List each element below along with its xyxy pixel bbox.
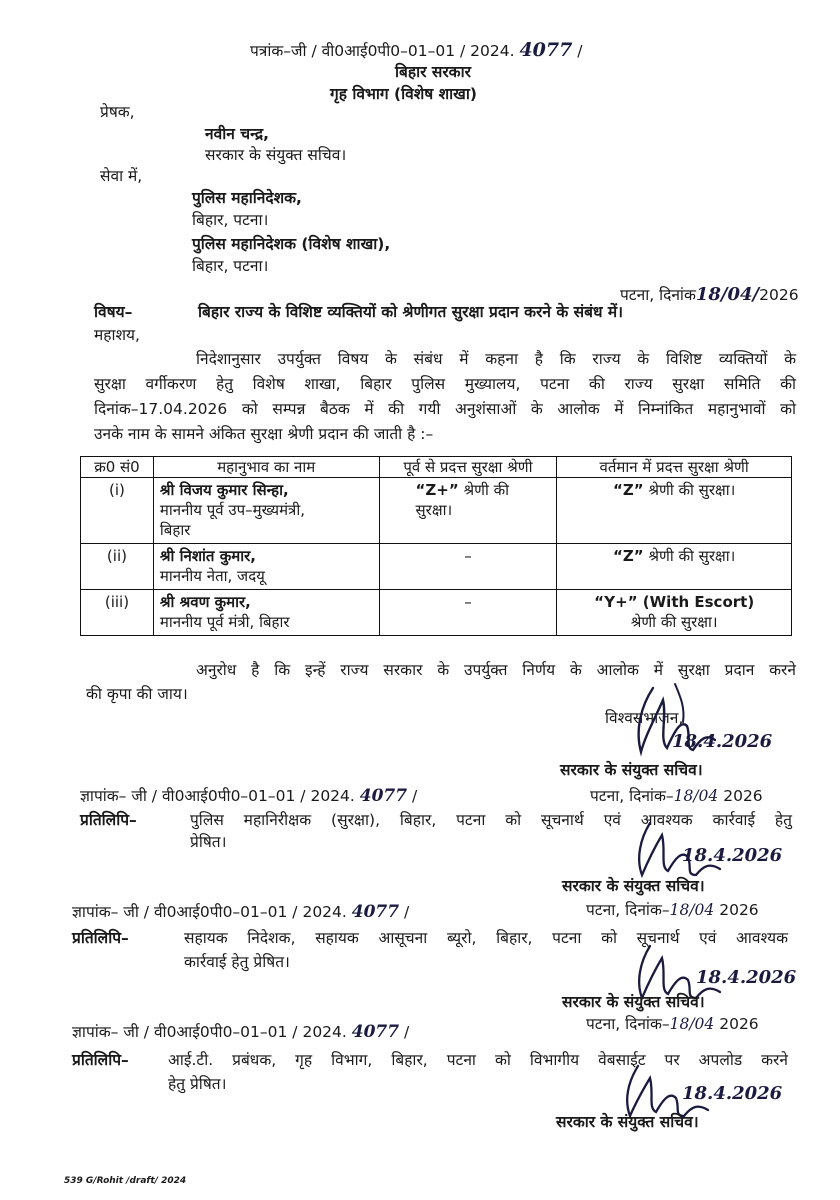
sender-name: नवीन चन्द्र, xyxy=(205,125,269,143)
previous-grade-text: श्रेणी की xyxy=(463,481,510,499)
copy-memo-suffix: / xyxy=(404,903,410,921)
row-serial: (i) xyxy=(81,478,154,544)
copy-date-year: 2026 xyxy=(719,901,759,919)
copy-date-handwritten: 18/04 xyxy=(669,901,715,919)
body-line-2: सुरक्षा वर्गीकरण हेतु विशेष शाखा, बिहार पुलिस मुख्यालय, पटना की राज्य सुरक्षा समिति की xyxy=(94,375,796,393)
copy-3-memo xyxy=(72,1022,409,1042)
copy-date-handwritten: 18/04 xyxy=(673,787,719,805)
table-row xyxy=(81,478,792,544)
copy-date-year: 2026 xyxy=(723,787,763,805)
header-serial: क्र0 सं0 xyxy=(81,457,154,478)
copy-memo-suffix: / xyxy=(412,787,418,805)
person-name: श्री निशांत कुमार, xyxy=(159,547,256,565)
row-person xyxy=(153,478,379,544)
sender-designation: सरकार के संयुक्त सचिव। xyxy=(205,146,347,164)
copy-1-label: प्रतिलिपि– xyxy=(80,811,137,829)
govt-name: बिहार सरकार xyxy=(395,63,471,81)
row-person xyxy=(153,590,379,636)
date-day-month-handwritten: 18/04/ xyxy=(695,284,760,305)
copy-memo-number-handwritten: 4077 xyxy=(359,786,408,806)
copy-memo-prefix: ज्ञापांक– जी / वी0आई0पी0–01–01 / 2024. xyxy=(80,787,355,805)
recipients-label: सेवा में, xyxy=(100,167,143,185)
security-table xyxy=(80,456,792,636)
copy-1-line-2: प्रेषित। xyxy=(190,833,227,851)
body-line-4: उनके नाम के सामने अंकित सुरक्षा श्रेणी प्रदान की जाती है :– xyxy=(94,425,434,443)
closing-signer: सरकार के संयुक्त सचिव। xyxy=(560,761,703,779)
row-serial: (ii) xyxy=(81,544,154,590)
copy-date-handwritten: 18/04 xyxy=(669,1015,715,1033)
copy-1-memo xyxy=(80,786,417,806)
memo-prefix: पत्रांक–जी / वी0आई0पी0–01–01 / 2024. xyxy=(250,42,515,60)
current-grade-text-2: श्रेणी की सुरक्षा। xyxy=(630,613,718,631)
table-header-row xyxy=(81,457,792,478)
date-year: 2026 xyxy=(759,286,799,304)
copy-1-date xyxy=(590,786,763,806)
copy-memo-number-handwritten: 4077 xyxy=(351,1022,400,1042)
body-line-3: दिनांक–17.04.2026 को सम्पन्न बैठक में की गयी अनुशंसाओं के आलोक में निम्नांकित महानुभावों को xyxy=(94,400,796,418)
copy-date-prefix: पटना, दिनांक– xyxy=(586,1015,670,1033)
sender-label: प्रेषक, xyxy=(100,103,135,121)
copy-3-date xyxy=(586,1014,759,1034)
copy-3-line-2: हेतु प्रेषित। xyxy=(168,1075,227,1093)
row-previous-grade xyxy=(379,478,557,544)
subject-text: बिहार राज्य के विशिष्ट व्यक्तियों को श्रेणीगत सुरक्षा प्रदान करने के संबंध में। xyxy=(198,303,624,321)
copy-3-line-1: आई.टी. प्रबंधक, गृह विभाग, बिहार, पटना को विभागीय वेबसाईट पर अपलोड करने xyxy=(168,1051,788,1069)
copy-memo-suffix: / xyxy=(404,1023,410,1041)
header-name: महानुभाव का नाम xyxy=(153,457,379,478)
current-grade-text: श्रेणी की सुरक्षा। xyxy=(648,481,736,499)
copy-memo-prefix: ज्ञापांक– जी / वी0आई0पी0–01–01 / 2024. xyxy=(72,903,347,921)
signature-date-copy-3: 18.4.2026 xyxy=(682,1083,783,1104)
department-name: गृह विभाग (विशेष शाखा) xyxy=(330,85,477,103)
signature-main xyxy=(615,678,725,768)
current-grade-value: “Y+” (With Escort) xyxy=(594,593,755,611)
current-grade-value: “Z” xyxy=(613,481,644,499)
row-previous-grade: – xyxy=(379,544,557,590)
copy-2-date xyxy=(586,900,759,920)
footer-draft-reference: 539 G/Rohit /draft/ 2024 xyxy=(64,1176,187,1186)
row-current-grade xyxy=(557,478,792,544)
copy-2-signer: सरकार के संयुक्त सचिव। xyxy=(562,993,705,1011)
row-person xyxy=(153,544,379,590)
copy-2-memo xyxy=(72,902,409,922)
copy-2-line-1: सहायक निदेशक, सहायक आसूचना ब्यूरो, बिहार, पटना को सूचनार्थ एवं आवश्यक xyxy=(184,929,788,947)
copy-1-signer: सरकार के संयुक्त सचिव। xyxy=(562,877,705,895)
row-current-grade xyxy=(557,544,792,590)
recipient-1-line-2: बिहार, पटना। xyxy=(192,211,269,229)
previous-grade-text-2: सुरक्षा। xyxy=(415,501,453,519)
subject-label: विषय– xyxy=(94,303,133,321)
person-name: श्री विजय कुमार सिन्हा, xyxy=(159,481,289,499)
copy-3-label: प्रतिलिपि– xyxy=(72,1051,129,1069)
person-desc-1: माननीय पूर्व उप–मुख्यमंत्री, xyxy=(159,501,305,519)
copy-date-prefix: पटना, दिनांक– xyxy=(586,901,670,919)
person-name: श्री श्रवण कुमार, xyxy=(159,593,251,611)
salutation: महाशय, xyxy=(94,326,140,344)
memo-number-handwritten: 4077 xyxy=(519,39,573,61)
recipient-2-line-2: बिहार, पटना। xyxy=(192,257,269,275)
person-desc-1: माननीय पूर्व मंत्री, बिहार xyxy=(159,613,290,631)
table-row xyxy=(81,544,792,590)
copy-2-label: प्रतिलिपि– xyxy=(72,929,129,947)
row-current-grade xyxy=(557,590,792,636)
body-line-1: निदेशानुसार उपर्युक्त विषय के संबंध में कहना है कि राज्य के विशिष्ट व्यक्तियों के xyxy=(196,350,796,368)
table-row xyxy=(81,590,792,636)
date-prefix: पटना, दिनांक xyxy=(620,286,696,304)
recipient-1-line-1: पुलिस महानिदेशक, xyxy=(192,189,302,207)
copy-2-line-2: कार्रवाई हेतु प्रेषित। xyxy=(184,953,290,971)
letter-date xyxy=(620,285,799,305)
row-previous-grade: – xyxy=(379,590,557,636)
header-previous-grade: पूर्व से प्रदत्त सुरक्षा श्रेणी xyxy=(379,457,557,478)
current-grade-text: श्रेणी की सुरक्षा। xyxy=(648,547,736,565)
row-serial: (iii) xyxy=(81,590,154,636)
previous-grade-value: “Z+” xyxy=(415,481,459,499)
request-line-1: अनुरोध है कि इन्हें राज्य सरकार के उपर्युक्त निर्णय के आलोक में सुरक्षा प्रदान करने xyxy=(196,661,796,679)
request-line-2: की कृपा की जाय। xyxy=(86,685,188,703)
copy-1-line-1: पुलिस महानिरीक्षक (सुरक्षा), बिहार, पटना को सूचनार्थ एवं आवश्यक कार्रवाई हेतु xyxy=(190,811,792,829)
signature-date-copy-2: 18.4.2026 xyxy=(696,967,797,988)
signature-date-main: 18.4.2026 xyxy=(672,731,773,752)
closing-faithfully: विश्वसभाजन, xyxy=(605,709,684,727)
copy-3-signer: सरकार के संयुक्त सचिव। xyxy=(556,1113,699,1131)
copy-memo-number-handwritten: 4077 xyxy=(351,902,400,922)
copy-date-year: 2026 xyxy=(719,1015,759,1033)
copy-memo-prefix: ज्ञापांक– जी / वी0आई0पी0–01–01 / 2024. xyxy=(72,1023,347,1041)
copy-date-prefix: पटना, दिनांक– xyxy=(590,787,674,805)
person-desc-2: बिहार xyxy=(159,521,191,539)
memo-suffix: / xyxy=(577,42,583,60)
header-current-grade: वर्तमान में प्रदत्त सुरक्षा श्रेणी xyxy=(557,457,792,478)
signature-date-copy-1: 18.4.2026 xyxy=(682,845,783,866)
person-desc-1: माननीय नेता, जदयू xyxy=(159,567,265,585)
memo-reference xyxy=(250,40,583,61)
current-grade-value: “Z” xyxy=(613,547,644,565)
recipient-2-line-1: पुलिस महानिदेशक (विशेष शाखा), xyxy=(192,235,391,253)
